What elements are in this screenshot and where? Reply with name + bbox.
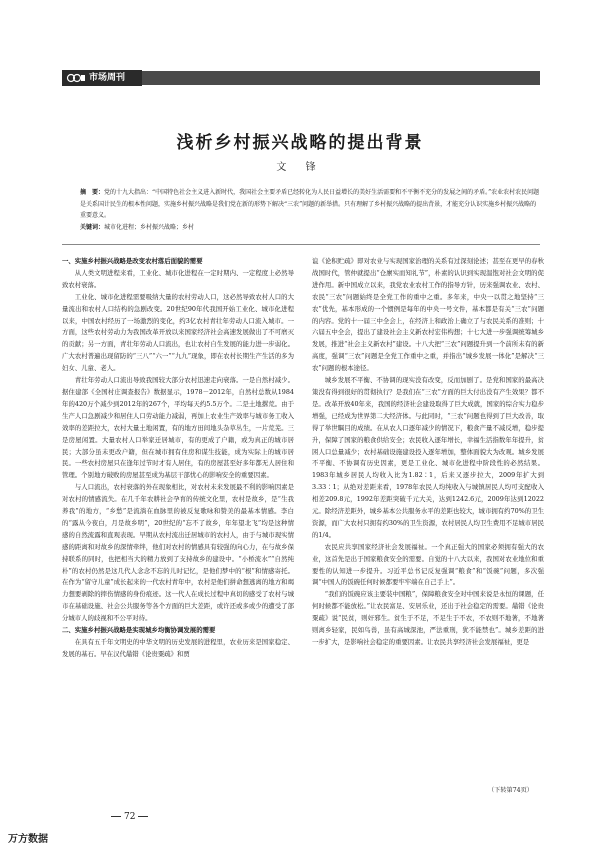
section-1-heading: 一、实施乡村振兴战略是改变农村落后面貌的需要	[62, 257, 203, 265]
article-title: 浅析乡村振兴战略的提出背景	[176, 133, 424, 153]
journal-logo-icon	[66, 73, 86, 83]
section-tab	[62, 70, 142, 86]
body-paragraph: 与人口流出，农村衰落的外在现象相比，对农村未来发展最不利的影响因素是对农村的情感流失。在几千年农耕社会孕育的传统文化里，农村是故乡，是“生我养我”的地方，“乡愁”是流淌在血脉里的被反复歌咏和赞美的最基本情感。李白的“露从今夜白，月是故乡明”，20世纪的“忘不了故乡，年年望北飞”均是这种情感的自然流露和直观表现。早期从农村流出迁居城市的农村人，由于与城市现实情感的距离和对故乡的深情牵绊，他们对农村的情感具有较强的向心力，在与故乡保持联系的同时，也把相当大的精力放到了支持故乡的建设中。“小桥流水”“自然纯朴”的农村仍然是这几代人念念不忘的儿时记忆，是他们梦中的“根”和情感寄托。在作为“留守儿童”成长起来的一代农村青年中，农村是他们拼命想逃离的地方和竭力想要剥除的摔伤情感的身份痕迹。这一代人在成长过程中真切的感受了农村与城市在基础设施、社会公共服务等各个方面的巨大差距，或许还或多或少的遭受了部分城市人的歧视和不公平对待。	[62, 483, 294, 623]
abstract-divider	[62, 244, 540, 245]
article-author: 文 锋	[276, 162, 324, 173]
section-2-heading: 二、实施乡村振兴战略是实现城乡均衡协调发展的需要	[62, 626, 216, 635]
keywords-label: 关键词：	[80, 223, 105, 231]
page-number-value: 72	[124, 812, 136, 822]
right-column	[312, 256, 544, 649]
page-number	[108, 812, 151, 822]
body-paragraph: 在具有五千年文明史的中华文明的历史发展的进程里，农业历来是国家稳定、发展的基石。早在汉代鼂错《论贵粟疏》和贾	[62, 638, 294, 658]
keywords-text: 城市化进程；乡村振兴战略；乡村	[104, 223, 195, 231]
left-column	[62, 256, 294, 661]
body-paragraph: 从人类文明进程来看，工业化、城市化进程在一定时期内、一定程度上必然导致农村衰落。	[62, 268, 294, 289]
keywords	[80, 222, 542, 234]
page-number-dash	[111, 816, 121, 817]
page-number-dash	[138, 816, 148, 817]
abstract-text: 党的十九大指出：“中国特色社会主义进入新时代，我国社会主要矛盾已经转化为人民日益增长的美好生活需要和不平衡不充分的发展之间的矛盾。”农业农村农民问题是关系国计民生的根本性问题，实施乡村振兴战略是我们党在新的形势下解决“三农”问题的新举措。只有理解了乡村振兴战略的提出背景，才能充分认识实施乡村振兴战略的重要意义。	[80, 189, 540, 219]
abstract-label: 摘 要：	[80, 189, 105, 196]
body-paragraph: 谊《论积贮疏》即对农业与实现国家治理的关系有过深刻论述；甚至在更早的春秋战国时代，管仲就提出“仓廪实而知礼节”，朴素的认识到实现温饱对社会文明的促进作用。新中国成立以来，我党农业农村工作的指导方针，历来强调农业、农村、农民“三农”问题始终是全党工作的重中之重。多年来，中央一以贯之地坚持“三农”优先，基本形成的一个惯例是每年的中央一号文件，基本都是有关“三农”问题的内容。党的十一届三中全会上，在经济上和政治上确立了与农民关系的准则；十六届五中全会，提出了建设社会主义新农村宏伟构想；十七大进一步强调统筹城乡发展，推进“社会主义新农村”建设。十八大把“三农”问题提升到一个前所未有的新高度，强调“三农”问题是全党工作重中之重，并指出“城乡发展一体化”是解决“三农”问题的根本途径。	[312, 257, 544, 373]
body-paragraph: 青壮年劳动人口流出导致我国较大部分农村迅速走向衰落。一是自然村减少。据住建部《全国村庄调查报告》数据显示，1978－2012年，自然村总数从1984年的420万个减少到2012年的267个，平均每天约5.5万个。二是土地撂荒。由于生产人口急剧减少和居住人口劳动能力减弱，再加上农业生产效率与城市务工收入效率的差距拉大，农村大量土地闲置，有的地方田间地头杂草丛生，一片荒芜。三是房屋闲置。大量农村人口举家迁居城市，有的更成了户籍，或为真正的城市居民；大部分虽未更改户籍，但在城市拥有住房和谋生技能，成为实际上的城市居民。一些农村房屋只在逢年过节时才有人居住，有的房屋甚至好多年都无人居住和管理。个别地方破败的房屋甚至成为基层干部忧心的影响安全的重要因素。	[62, 376, 294, 480]
body-paragraph: “我们的饭碗应该主要装中国粮”，保障粮食安全对中国来说是永恒的课题，任何时候都不能放松。”让农民富足、安居乐业，还出于社会稳定的需要。鼂错《论贵粟疏》说“民贫，则奸邪生。贫生于不足，不足生于不农，不农则不地著，不地著则离乡轻家，民如鸟兽，虽有高城深池，严法重刑，犹不能禁也”。城乡差距的进一步扩大，是影响社会稳定的重要因素。让农民共享经济社会发展福祉，更是	[312, 590, 544, 646]
section-label: 市场周刊	[89, 73, 126, 83]
watermark: 万方数据	[8, 834, 48, 845]
continued-note: （下转第74页）	[488, 787, 533, 794]
body-paragraph: 城乡发展不平衡、不协调的现实没有改变，反而加剧了。是党和国家的最高决策没有得到很好的贯彻执行？是我们在“三农”方面的巨大付出没有产生效果？都不是。改革开放40年来，我国的经济社会建设取得了巨大成就，国家的综合实力稳步增强，已经成为世界第二大经济体。与此同时，“三农”问题也得到了巨大改善，取得了举世瞩目的成绩。在从农人口逐年减少的情况下，粮食产量不减反增，稳步提升，保障了国家的粮食供给安全；农民收入逐年增长，幸福生活指数年年提升，贫困人口总量减少；农村基础设施建设投入逐年增加，整体面貌大为改观。城乡发展不平衡、不协调有历史因素，更是工业化、城市化进程中阶段性的必然结果。1983年城乡居民人均收入比为1.82∶1，后来又逐步拉大，2009年扩大到3.33∶1；从绝对差距来看，1978年农民人均纯收入与城镇居民人均可支配收入相差209.8元，1992年差距突破千元大关，达到1242.6元，2009年达到12022元。除经济差距外，城乡基本公共服务水平的差距也较大，城市拥有约70%的卫生资源，而广大农村只拥有约30%的卫生资源，农村居民人均卫生费用不足城市居民的1/4。	[312, 376, 544, 539]
abstract	[80, 187, 542, 233]
body-paragraph: 农民应共享国家经济社会发展福祉。一个真正强大的国家必须拥有强大的农业，这首先是出于国家粮食安全的需要。自觉的十八大以来，我国对农业地位和重要性的认知进一步提升。习近平总书记反复强调“粮食”和“饭碗”问题，多次强调“中国人的饭碗任何时候都要牢牢端在自己手上”。	[312, 542, 544, 587]
body-paragraph: 工业化、城市化进程需要吸纳大量的农村劳动人口，这必然导致农村人口的大量流出和农村人口结构的急剧改变。20世纪90年代我国开始工业化、城市化进程以来，中国农村经历了一场激烈的变化，约3亿农村青壮年劳动人口流入城市。一方面，这些农村劳动力为我国改革开放以来国家经济社会高速发展做出了不可磨灭的贡献；另一方面，青壮年劳动人口流出，也让农村自生发展的能力进一步弱化。广大农村普遍出现留防的“三八”“六一”“九九”现象，即在农村长期生产生活的多为妇女、儿童、老人。	[62, 292, 294, 373]
abstract-paragraph	[80, 187, 542, 222]
